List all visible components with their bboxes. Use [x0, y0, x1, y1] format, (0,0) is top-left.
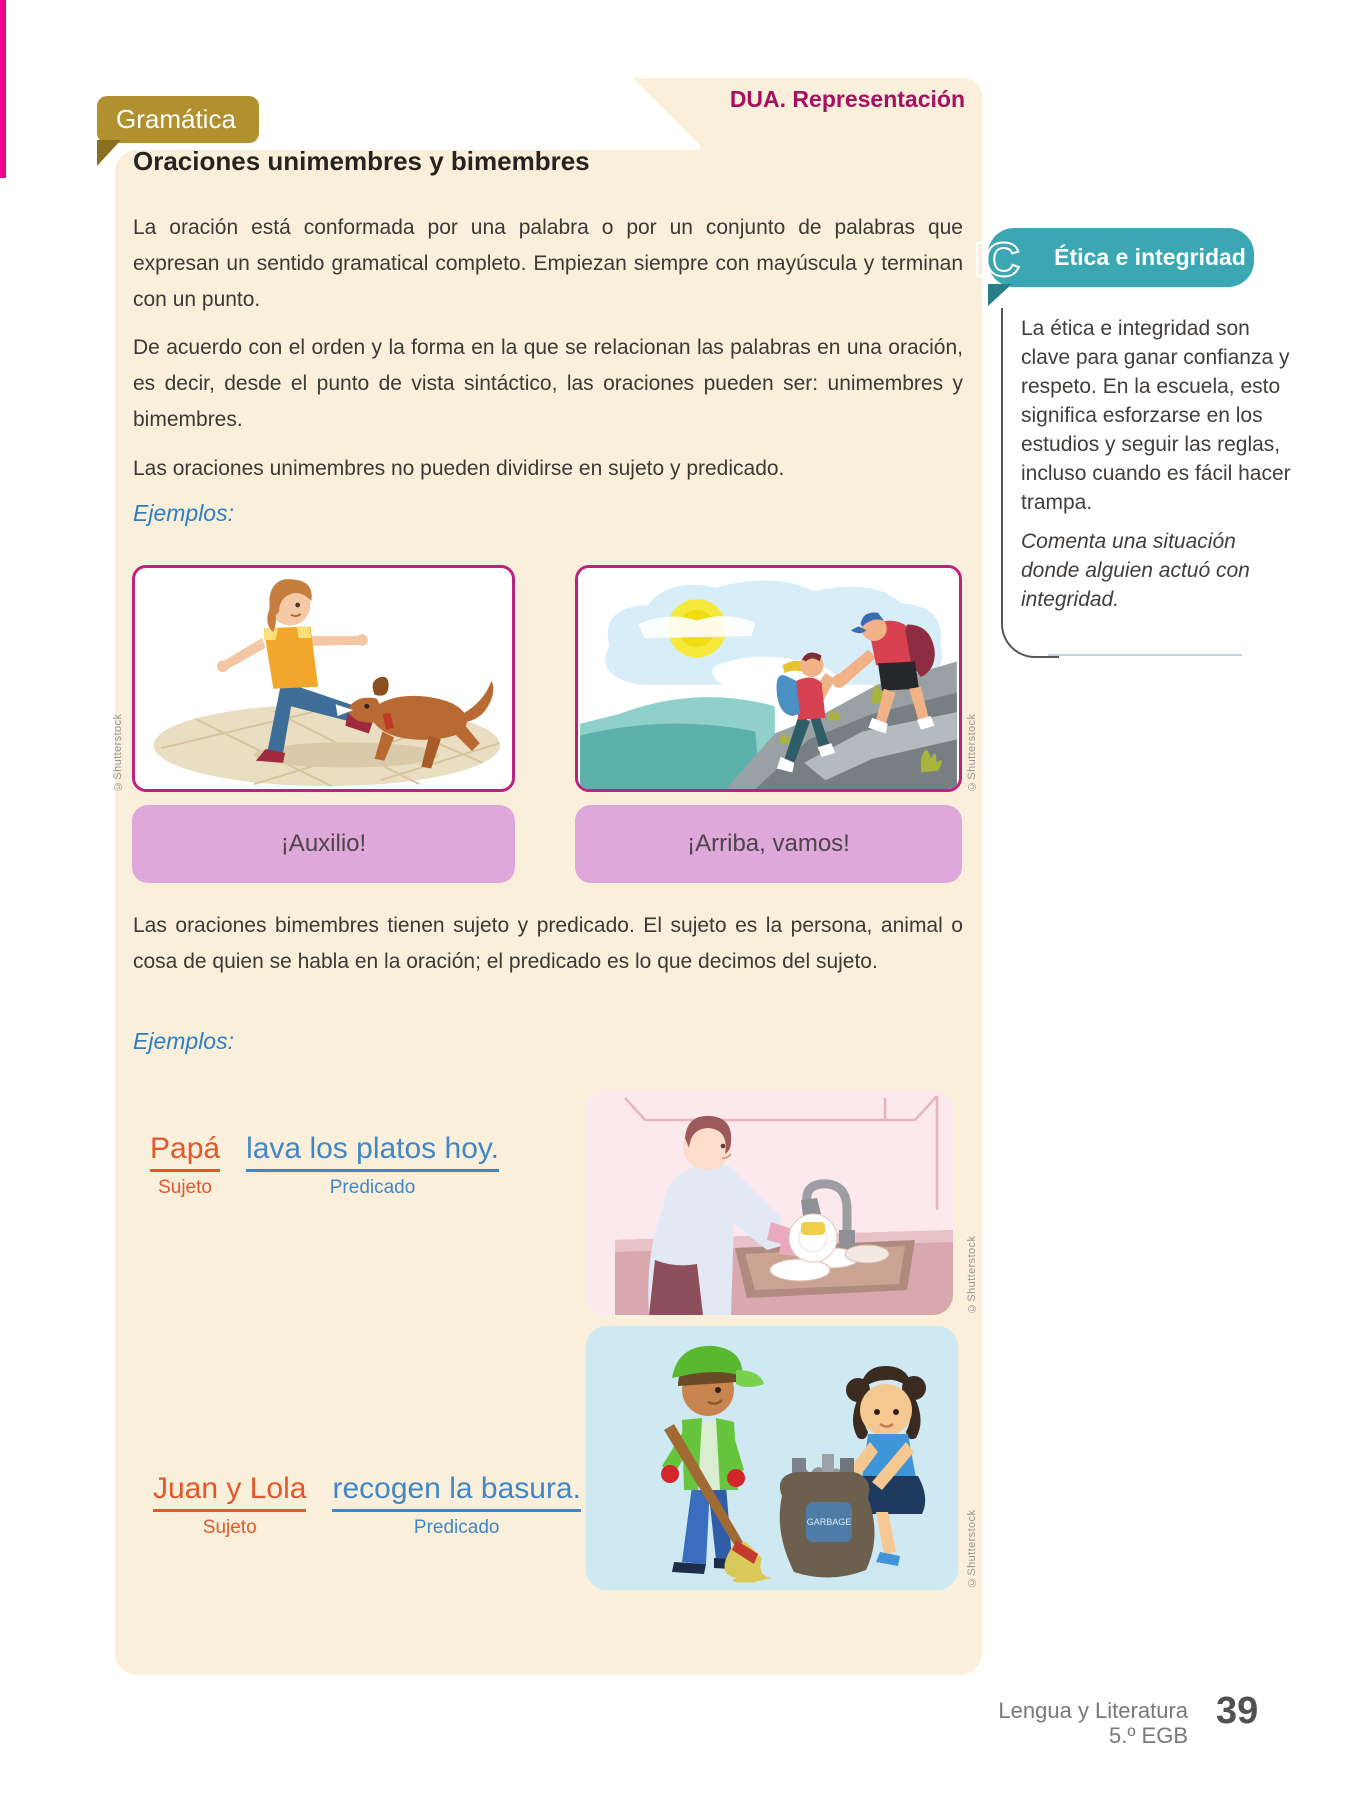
dua-label	[540, 86, 965, 113]
caption-arriba-vamos	[575, 805, 962, 883]
dua-prefix: DUA.	[729, 86, 787, 112]
examples-label-2: Ejemplos:	[133, 1028, 234, 1054]
page-number: 39	[1216, 1690, 1259, 1732]
example-sentence-2	[153, 1472, 581, 1539]
footer-series-block	[998, 1698, 1188, 1748]
sentence1-subject: Papá	[150, 1132, 220, 1172]
girl-and-dog-graphic	[135, 568, 512, 789]
sentence2-predicate: recogen la basura.	[332, 1472, 581, 1512]
sentence1-predicate-block	[246, 1132, 499, 1199]
footer-grade: 5.º EGB	[1109, 1723, 1188, 1748]
sentence2-subject-label: Sujeto	[202, 1517, 257, 1538]
illustration-girl-and-dog	[132, 565, 515, 792]
shutterstock-credit-2: ©Shutterstock	[966, 713, 978, 792]
ethics-box-title: Ética e integridad	[1054, 244, 1246, 270]
sentence1-subject-block	[150, 1132, 220, 1199]
hikers-graphic	[578, 568, 959, 789]
caption-auxilio	[132, 805, 515, 883]
paragraph-4: Las oraciones bimembres tienen sujeto y predicado. El sujeto es la persona, animal o cosa de quien se habla en la oración; el predicado es lo que decimos del sujeto.	[133, 914, 963, 973]
sentence1-predicate-label: Predicado	[329, 1177, 416, 1198]
illustration-washing-dishes	[585, 1090, 953, 1315]
shutterstock-credit-4: ©Shutterstock	[966, 1509, 978, 1588]
section-badge-label: Gramática	[116, 104, 236, 134]
example-sentence-1	[150, 1132, 499, 1199]
ic-logo-icon	[972, 230, 1060, 288]
ethics-box-body	[1021, 314, 1295, 624]
section-badge	[97, 96, 259, 143]
sentence1-subject-label: Sujeto	[158, 1177, 212, 1198]
caption-arriba-vamos-text: ¡Arriba, vamos!	[687, 830, 850, 857]
examples-label-1: Ejemplos:	[133, 500, 234, 526]
paragraph-1: La oración está conformada por una palabra o por un conjunto de palabras que expresan un sentido gramatical completo. Empiezan siempre con mayúscula y terminan con un punto.	[133, 216, 963, 311]
kids-garbage-graphic	[586, 1326, 958, 1590]
sentence2-subject: Juan y Lola	[153, 1472, 306, 1512]
ethics-box-prompt: Comenta una situación donde alguien actuó con integridad.	[1021, 530, 1250, 611]
footer-series: Lengua y Literatura	[998, 1698, 1188, 1723]
illustration-kids-collecting-garbage	[586, 1326, 958, 1590]
sentence2-subject-block	[153, 1472, 306, 1539]
shutterstock-credit-1: ©Shutterstock	[112, 713, 124, 792]
garbage-bag-label: GARBAGE	[806, 1517, 852, 1527]
washing-dishes-graphic	[585, 1090, 953, 1315]
caption-auxilio-text: ¡Auxilio!	[280, 830, 367, 857]
shutterstock-credit-3: ©Shutterstock	[966, 1235, 978, 1314]
sentence1-predicate: lava los platos hoy.	[246, 1132, 499, 1172]
sentence2-predicate-label: Predicado	[413, 1517, 500, 1538]
sentence2-predicate-block	[332, 1472, 581, 1539]
illustration-hikers-helping	[575, 565, 962, 792]
paragraph-2: De acuerdo con el orden y la forma en la que se relacionan las palabras en una oración, es decir, desde el punto de vista sintáctico, las oraciones pueden ser: unimembres y bimembres.	[133, 336, 963, 431]
ethics-box-text: La ética e integridad son clave para ganar confianza y respeto. En la escuela, esto significa esforzarse en los estudios y seguir las reglas, incluso cuando es fácil hacer trampa.	[1021, 317, 1291, 514]
page-title: Oraciones unimembres y bimembres	[133, 146, 590, 176]
dua-text: Representación	[786, 86, 965, 112]
paragraph-3: Las oraciones unimembres no pueden dividirse en sujeto y predicado.	[133, 457, 785, 480]
ethics-box-underline	[1048, 654, 1242, 656]
ic-logo-text: IC	[974, 234, 1018, 287]
page-edge-accent-bar	[0, 0, 6, 178]
